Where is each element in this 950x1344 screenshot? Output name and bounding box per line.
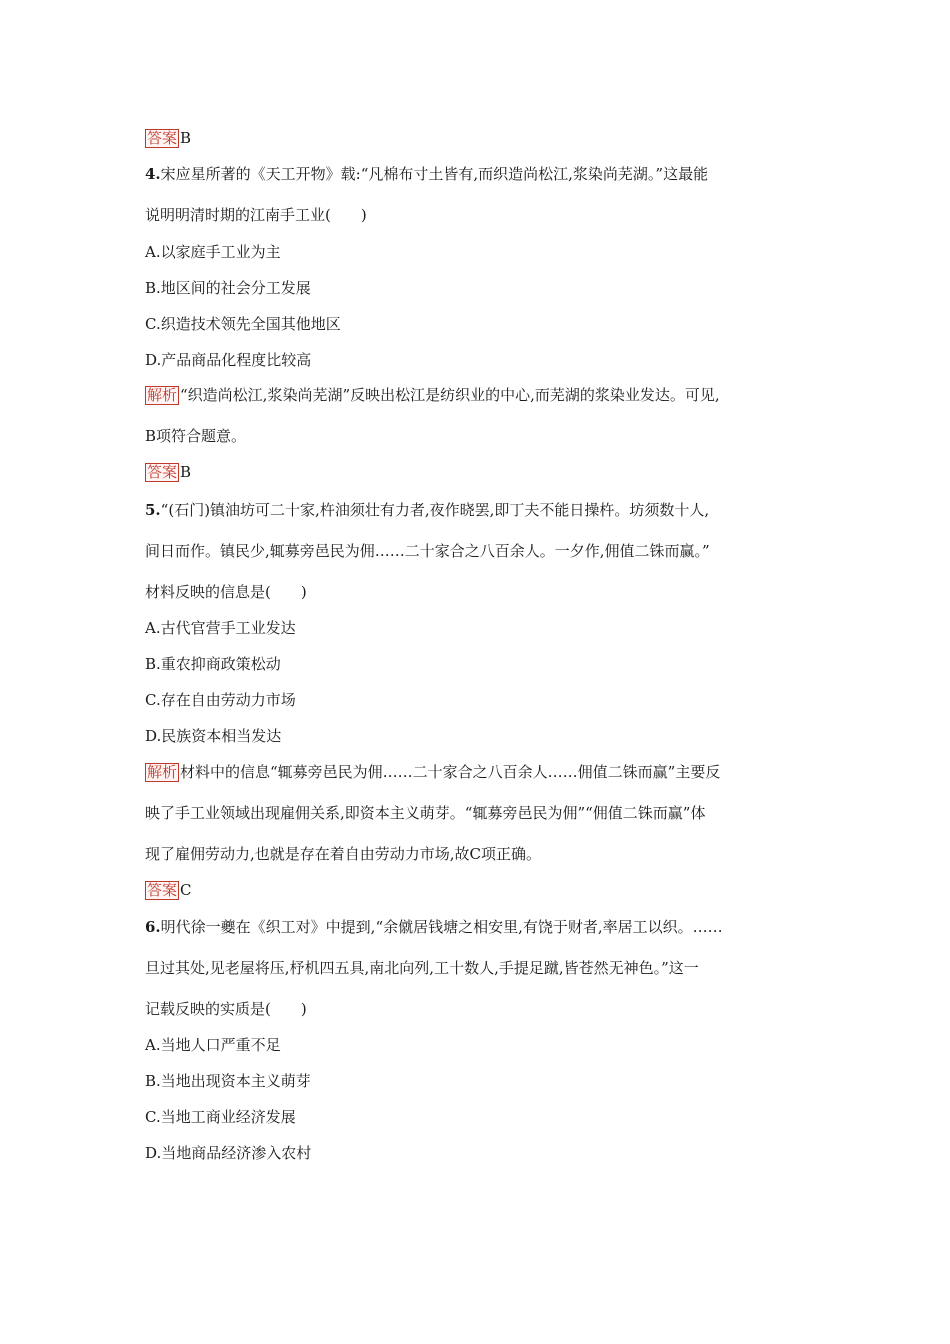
q5-option-c: C.存在自由劳动力市场 bbox=[145, 691, 296, 709]
q5-stem-line-2: 间日而作。镇民少,辄募旁邑民为佣……二十家合之八百余人。一夕作,佣值二铢而赢。” bbox=[145, 542, 710, 560]
q5-analysis-line-2: 映了手工业领域出现雇佣关系,即资本主义萌芽。“辄募旁邑民为佣”“佣值二铢而赢”体 bbox=[145, 804, 706, 822]
q5-answer-line bbox=[145, 880, 192, 900]
q6-number: 6. bbox=[145, 918, 161, 936]
answer-tag: 答案 bbox=[147, 463, 178, 481]
q3-answer-line bbox=[145, 128, 191, 148]
q4-option-c: C.织造技术领先全国其他地区 bbox=[145, 315, 341, 333]
q4-stem-line-1 bbox=[145, 164, 708, 184]
q6-stem-line-3: 记载反映的实质是( ) bbox=[145, 1000, 307, 1018]
q5-analysis-line-1 bbox=[145, 762, 720, 782]
q5-analysis-1: 材料中的信息“辄募旁邑民为佣……二十家合之八百余人……佣值二铢而赢”主要反 bbox=[180, 763, 721, 781]
q4-number: 4. bbox=[145, 165, 161, 183]
q4-stem-1: 宋应星所著的《天工开物》载:“凡棉布寸土皆有,而织造尚松江,浆染尚芜湖。”这最能 bbox=[160, 165, 709, 183]
q3-answer: B bbox=[180, 129, 192, 147]
q4-option-d: D.产品商品化程度比较高 bbox=[145, 351, 312, 369]
q6-stem-line-1 bbox=[145, 917, 723, 937]
answer-tag: 答案 bbox=[147, 881, 178, 899]
q4-analysis-1: “织造尚松江,浆染尚芜湖”反映出松江是纺织业的中心,而芜湖的浆染业发达。可见, bbox=[180, 386, 720, 404]
q4-option-b: B.地区间的社会分工发展 bbox=[145, 279, 311, 297]
q5-option-b: B.重农抑商政策松动 bbox=[145, 655, 281, 673]
q5-stem-1: “(石门)镇油坊可二十家,杵油须壮有力者,夜作晓罢,即丁夫不能日操杵。坊须数十人, bbox=[160, 501, 710, 519]
analysis-tag: 解析 bbox=[147, 386, 178, 404]
q5-answer: C bbox=[180, 881, 192, 899]
q6-stem-line-2: 旦过其处,见老屋将压,杼机四五具,南北向列,工十数人,手提足蹴,皆苍然无神色。”这一 bbox=[145, 959, 699, 977]
q6-option-d: D.当地商品经济渗入农村 bbox=[145, 1144, 312, 1162]
q4-analysis-line-2: B项符合题意。 bbox=[145, 427, 247, 445]
q5-option-d: D.民族资本相当发达 bbox=[145, 727, 282, 745]
analysis-tag: 解析 bbox=[147, 763, 178, 781]
answer-tag: 答案 bbox=[147, 129, 178, 147]
q4-answer: B bbox=[180, 463, 192, 481]
q4-stem-line-2: 说明明清时期的江南手工业( ) bbox=[145, 206, 367, 224]
q5-stem-line-1 bbox=[145, 500, 709, 520]
q4-option-a: A.以家庭手工业为主 bbox=[145, 243, 281, 261]
q6-option-b: B.当地出现资本主义萌芽 bbox=[145, 1072, 311, 1090]
q4-analysis-line-1 bbox=[145, 385, 720, 405]
q6-stem-1: 明代徐一夔在《织工对》中提到,“余僦居钱塘之相安里,有饶于财者,率居工以织。…… bbox=[160, 918, 723, 936]
q6-option-a: A.当地人口严重不足 bbox=[145, 1036, 281, 1054]
q5-option-a: A.古代官营手工业发达 bbox=[145, 619, 296, 637]
q5-stem-line-3: 材料反映的信息是( ) bbox=[145, 583, 307, 601]
q4-answer-line bbox=[145, 462, 191, 482]
q5-number: 5. bbox=[145, 501, 161, 519]
q6-option-c: C.当地工商业经济发展 bbox=[145, 1108, 296, 1126]
q5-analysis-line-3: 现了雇佣劳动力,也就是存在着自由劳动力市场,故C项正确。 bbox=[145, 845, 542, 863]
